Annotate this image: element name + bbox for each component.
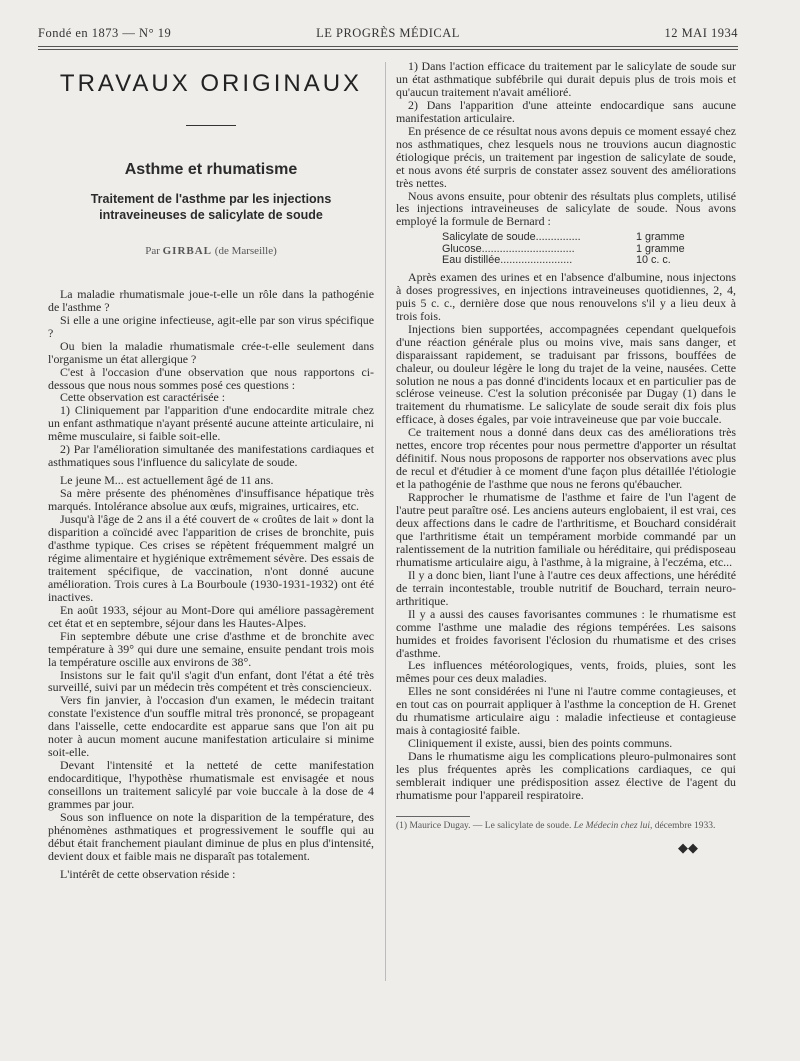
paragraph: En août 1933, séjour au Mont-Dore qui améliore passagèrement cet état et en septembre, séjour dans les Hautes-Alpes. bbox=[48, 602, 374, 630]
paragraph: En présence de ce résultat nous avons depuis ce moment essayé chez nos asthmatiques, chez lesquels nous ne trouvions aucun diagnostic étiologique précis, un traitement par ingestion de salicylate de soude, et nous avons été surpris de constater assez souvent des améliorations très nettes. bbox=[396, 123, 736, 190]
formula-row bbox=[442, 255, 736, 267]
right-body-b bbox=[396, 271, 736, 802]
quantity: 10 c. c. bbox=[636, 254, 671, 267]
paragraph: Sa mère présente des phénomènes d'insuffisance hépatique très marqués. Intolérance absolue aux œufs, migraines, urticaires, etc. bbox=[48, 486, 374, 514]
paragraph: C'est à l'occasion d'une observation que nous rapportons ci-dessous que nous nous sommes posé ces questions : bbox=[48, 364, 374, 392]
byline bbox=[48, 245, 374, 258]
paragraph: Il y a aussi des causes favorisantes communes : le rhumatisme est comme l'asthme une maladie des régions tempérées. Les saisons humides et froides favorisent l'éclosion du rhumatisme et des crises d'asthme. bbox=[396, 606, 736, 660]
paragraph: Vers fin janvier, à l'occasion d'un examen, le médecin traitant constate l'existence d'un souffle mitral très prononcé, se propageant dans l'aisselle, cette endocardite est apparue sans que l'on ait pu noter à aucun moment aucune manifestation articulaire si minime soit-elle. bbox=[48, 693, 374, 760]
paragraph: Devant l'intensité et la netteté de cette manifestation endocarditique, l'hypothèse rhumatismale est envisagée et nous conseillons un traitement salicylé par voie buccale à la dose de 4 grammes par jour. bbox=[48, 758, 374, 812]
byline-prefix: Par bbox=[145, 244, 160, 257]
header-rule bbox=[38, 46, 738, 47]
paragraph: Jusqu'à l'âge de 2 ans il a été couvert de « croûtes de lait » dont la disparition a coïncidé avec l'apparition de crises de bronchite, puis d'asthme typique. Ces crises se répètent fréquemment malgré un régime alimentaire et hygiénique extrêmement sévère. Des essais de traitement spécifique, de vaccination, n'ont donné aucune amélioration. Trois cures à La Bourboule (1930-1931-1932) ont été inactives. bbox=[48, 512, 374, 604]
end-ornament: ◆◆ bbox=[678, 839, 698, 855]
footnote-ref: Le Médecin chez lui, bbox=[573, 820, 653, 831]
running-header bbox=[38, 26, 738, 42]
column-divider bbox=[385, 62, 386, 981]
paragraph: Il y a donc bien, liant l'une à l'autre ces deux affections, une hérédité de terrain incontestable, trouble nutritif de Bouchard, terrain neuro-arthritique. bbox=[396, 567, 736, 608]
paragraph: Fin septembre débute une crise d'asthme et de bronchite avec température à 39° qui dure une semaine, ensuite pendant trois mois la température oscille aux environs de 38°. bbox=[48, 628, 374, 669]
paragraph: 1) Cliniquement par l'apparition d'une endocardite mitrale chez un enfant asthmatique n'ayant présenté aucune atteinte articulaire, ni même musculaire, si faible soit-elle. bbox=[48, 403, 374, 444]
leader-dots: ........................ bbox=[500, 255, 573, 267]
paragraph: Cliniquement il existe, aussi, bien des points communs. bbox=[408, 736, 673, 751]
footnote-text: (1) Maurice Dugay. — Le salicylate de soude. bbox=[396, 820, 572, 831]
formula-row bbox=[442, 232, 736, 244]
paragraph: Si elle a une origine infectieuse, agit-elle par son virus spécifique ? bbox=[48, 312, 374, 340]
quantity: 1 gramme bbox=[636, 242, 685, 255]
paragraph: 2) Dans l'apparition d'une atteinte endocardique sans aucune manifestation articulaire. bbox=[396, 97, 736, 125]
paragraph: L'intérêt de cette observation réside : bbox=[60, 866, 236, 881]
paragraph: La maladie rhumatismale joue-t-elle un rôle dans la pathogénie de l'asthme ? bbox=[48, 286, 374, 314]
paragraph: Dans le rhumatisme aigu les complications pleuro-pulmonaires sont les plus fréquentes après les complications cardiaques, ce qui semblerait indiquer une prédisposition assez élective de l'agent du rhumatisme pour l'appareil respiratoire. bbox=[396, 749, 736, 803]
paragraph: Injections bien supportées, accompagnées cependant quelquefois d'une réaction générale plus ou moins vive, mais sans danger, et disparaissant rapidement, se traduisant par frissons, bouffées de chaleur, ou douleur légère le long du trajet de la veine, nausées. Cette solution ne nous a pas donné d'incidents locaux et en particulier pas de sclérose veineuse. C'est la solution préconisée par Dugay (1) dans le traitement du rhumatisme. Le salicylate de soude serait dix fois plus efficace, à doses égales, par voie intraveineuse que par voie buccale. bbox=[396, 321, 736, 427]
left-body bbox=[48, 288, 374, 881]
formula-table bbox=[442, 232, 736, 267]
author-place: (de Marseille) bbox=[214, 244, 277, 257]
title-rule bbox=[186, 125, 236, 126]
article-subtitle: Traitement de l'asthme par les injections intraveineuses de salicylate de soude bbox=[90, 191, 332, 222]
quantity: 1 gramme bbox=[636, 231, 685, 244]
paragraph: Après examen des urines et en l'absence d'albumine, nous injectons à doses progressives, en injections intraveineuses quotidiennes, 2, 4, puis 5 c. c., dernière dose que nous renouvelons s'il y a lieu deux à trois fois. bbox=[396, 269, 736, 323]
paragraph: Les influences météorologiques, vents, froids, pluies, sont les mêmes pour ces deux maladies. bbox=[396, 658, 736, 686]
paragraph: Elles ne sont considérées ni l'une ni l'autre comme contagieuses, et en tout cas on pourrait appliquer à l'asthme la conception de H. Grenet du rhumatisme articulaire aigu : maladie infectieuse et contagieuse mais à contagiosité faible. bbox=[396, 684, 736, 738]
footnote-date: décembre 1933. bbox=[654, 820, 716, 831]
paragraph: Insistons sur le fait qu'il s'agit d'un enfant, dont l'état a été très surveillé, suivi par un médecin très compétent et très consciencieux. bbox=[48, 667, 374, 695]
header-founded: Fondé en 1873 — N° 19 bbox=[38, 26, 172, 40]
paragraph: Sous son influence on note la disparition de la température, des phénomènes asthmatiques et progressivement le souffle qui au début était franchement piaulant diminue de plus en plus d'intensité, devient doux et faible mais ne disparaît pas totalement. bbox=[48, 809, 374, 863]
article-title: Asthme et rhumatisme bbox=[124, 160, 298, 178]
issue-date: 12 MAI 1934 bbox=[664, 26, 738, 40]
ingredient: Glucose bbox=[442, 243, 482, 255]
header-rule-2 bbox=[38, 49, 738, 50]
paragraph: Cette observation est caractérisée : bbox=[60, 390, 226, 405]
paragraph: Nous avons ensuite, pour obtenir des résultats plus complets, utilisé les injections intraveineuses de salicylate de soude. Nous avons employé la formule de Bernard : bbox=[396, 188, 736, 229]
paragraph: Ce traitement nous a donné dans deux cas des améliorations très nettes, encore trop récentes pour nous permettre d'apporter un résultat définitif. Nous nous proposons de rapporter nos observations avec plus de recul et d'étudier à ce moment d'une façon plus détaillée l'étiologie et la pathogénie de l'asthme que nous ne ferons qu'ébaucher. bbox=[396, 425, 736, 492]
right-body-a bbox=[396, 60, 736, 228]
journal-title: LE PROGRÈS MÉDICAL bbox=[316, 26, 460, 40]
paragraph: Ou bien la maladie rhumatismale crée-t-elle seulement dans l'organisme un état allergique ? bbox=[48, 338, 374, 366]
paragraph: Rapprocher le rhumatisme de l'asthme et faire de l'un l'agent de l'autre peut paraître osé. Les anciens auteurs englobaient, il est vrai, ces deux affections dans le cadre de l'arthritisme, et Bouchard considérait que l'arthritisme était un tempérament morbide commandé par un ralentissement de la nutrition familiale ou héréditaire, qui prédisposeau rhumatisme articulaire aigu, à l'asthme, à la migraine, à l'eczéma, etc... bbox=[396, 490, 736, 569]
paragraph: Le jeune M... est actuellement âgé de 11 ans. bbox=[60, 473, 274, 488]
ingredient: Salicylate de soude bbox=[442, 232, 536, 244]
right-column bbox=[396, 60, 736, 855]
footnote-rule bbox=[396, 816, 470, 817]
paragraph: 2) Par l'amélioration simultanée des manifestations cardiaques et asthmatiques sous l'influence du salicylate de soude. bbox=[48, 442, 374, 470]
leader-dots: ............................... bbox=[481, 243, 575, 255]
left-column bbox=[48, 60, 374, 881]
footnote bbox=[396, 821, 736, 832]
section-title: TRAVAUX ORIGINAUX bbox=[59, 70, 363, 97]
leader-dots: ............... bbox=[535, 232, 581, 244]
formula-row bbox=[442, 244, 736, 256]
ingredient: Eau distillée bbox=[442, 255, 501, 267]
author-name: GIRBAL bbox=[162, 244, 213, 257]
paragraph: 1) Dans l'action efficace du traitement par le salicylate de soude sur un état asthmatique subfébrile qui durait depuis plus de trois mois et qu'aucun traitement n'avait amélioré. bbox=[396, 59, 736, 99]
